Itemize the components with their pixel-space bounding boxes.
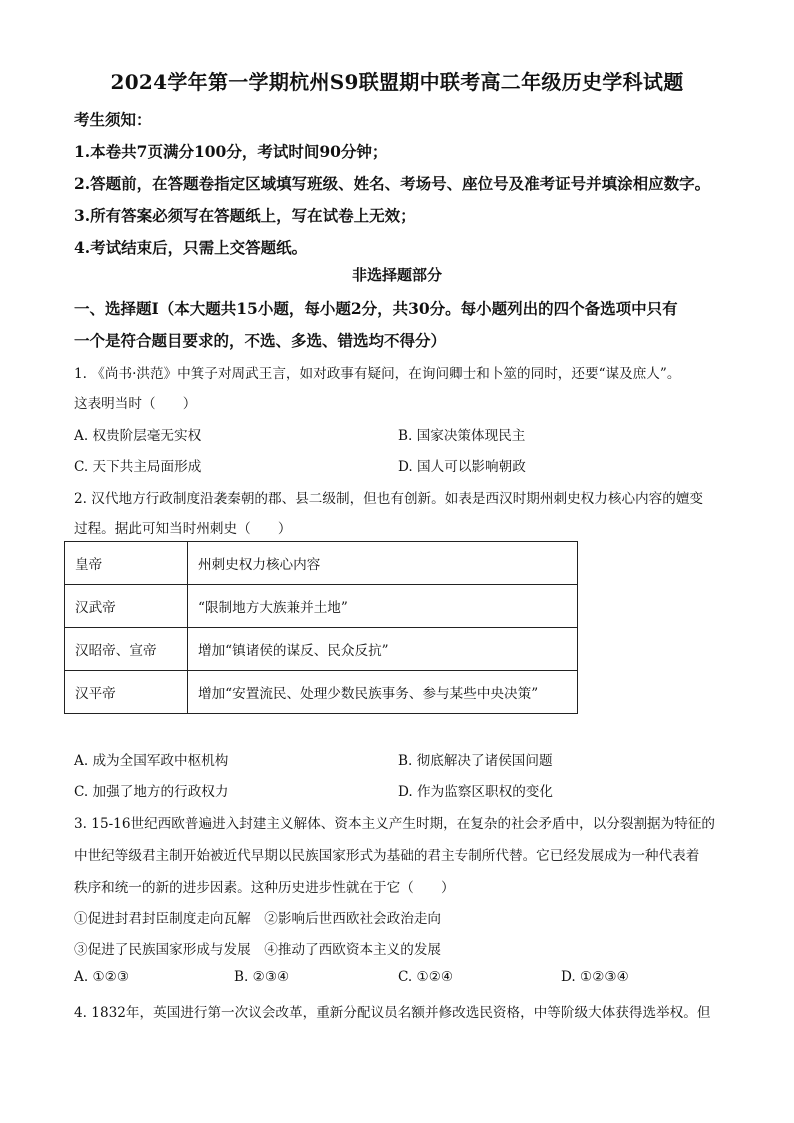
notice-item-2: 2.答题前，在答题卷指定区域填写班级、姓名、考场号、座位号及准考证号并填涂相应数字。 [74, 174, 711, 193]
q2-option-c: C. 加强了地方的行政权力 [74, 784, 229, 800]
table-row [65, 628, 578, 671]
table-cell: 汉昭帝、宣帝 [65, 628, 188, 671]
table-cell: “限制地方大族兼并土地” [188, 585, 578, 628]
q2-option-b: B. 彻底解决了诸侯国问题 [398, 753, 553, 769]
notice-heading: 考生须知： [74, 110, 152, 129]
q1-stem-line1: 1. 《尚书·洪范》中箕子对周武王言，如对政事有疑问，在询问卿士和卜筮的同时，还要“谋及庶人”。 [74, 366, 681, 382]
q3-option-b: B. ②③④ [234, 969, 290, 985]
table-cell: 汉武帝 [65, 585, 188, 628]
q2-table [64, 541, 578, 714]
section-title: 非选择题部分 [351, 266, 442, 284]
q1-option-c: C. 天下共主局面形成 [74, 459, 202, 475]
q3-option-d: D. ①②③④ [561, 969, 629, 985]
q1-option-a: A. 权贵阶层毫无实权 [74, 428, 202, 444]
q3-stem-line2: 中世纪等级君主制开始被近代早期以民族国家形式为基础的君主专制所代替。它已经发展成为一种代表着 [74, 848, 700, 864]
q2-option-a: A. 成为全国军政中枢机构 [74, 753, 229, 769]
q2-stem-line2: 过程。据此可知当时州刺史（ ） [74, 521, 292, 537]
exam-title: 2024学年第一学期杭州S9联盟期中联考高二年级历史学科试题 [110, 70, 684, 94]
table-header-content: 州刺史权力核心内容 [188, 542, 578, 585]
notice-item-3: 3.所有答案必须写在答题纸上，写在试卷上无效； [74, 206, 416, 225]
table-row [65, 671, 578, 714]
q1-option-b: B. 国家决策体现民主 [398, 428, 526, 444]
table-row [65, 542, 578, 585]
part1-instructions-line1: 一、选择题Ⅰ（本大题共15小题，每小题2分，共30分。每小题列出的四个备选项中只有 [74, 299, 678, 318]
q1-option-d: D. 国人可以影响朝政 [398, 459, 526, 475]
q4-stem-line1: 4. 1832年，英国进行第一次议会改革，重新分配议员名额并修改选民资格，中等阶级大体获得选举权。但 [74, 1005, 711, 1021]
table-cell: 增加“安置流民、处理少数民族事务、参与某些中央决策” [188, 671, 578, 714]
table-cell: 增加“镇诸侯的谋反、民众反抗” [188, 628, 578, 671]
table-row [65, 585, 578, 628]
notice-item-4: 4.考试结束后，只需上交答题纸。 [74, 238, 308, 257]
q3-statement-line2: ③促进了民族国家形成与发展 ④推动了西欧资本主义的发展 [74, 942, 442, 958]
q1-stem-line2: 这表明当时（ ） [74, 396, 197, 412]
part1-instructions-line2: 一个是符合题目要求的，不选、多选、错选均不得分） [74, 331, 447, 350]
notice-item-1: 1.本卷共7页满分100分，考试时间90分钟； [74, 142, 388, 161]
q2-option-d: D. 作为监察区职权的变化 [398, 784, 553, 800]
q3-stem-line1: 3. 15-16世纪西欧普遍进入封建主义解体、资本主义产生时期，在复杂的社会矛盾中，以分裂割据为特征的 [74, 816, 716, 832]
q3-option-a: A. ①②③ [74, 969, 130, 985]
q3-statement-line1: ①促进封君封臣制度走向瓦解 ②影响后世西欧社会政治走向 [74, 911, 442, 927]
table-header-emperor: 皇帝 [65, 542, 188, 585]
table-cell: 汉平帝 [65, 671, 188, 714]
q3-option-c: C. ①②④ [398, 969, 454, 985]
q3-stem-line3: 秩序和统一的新的进步因素。这种历史进步性就在于它（ ） [74, 880, 455, 896]
q2-stem-line1: 2. 汉代地方行政制度沿袭秦朝的郡、县二级制，但也有创新。如表是西汉时期州刺史权力核心内容的嬗变 [74, 491, 704, 507]
